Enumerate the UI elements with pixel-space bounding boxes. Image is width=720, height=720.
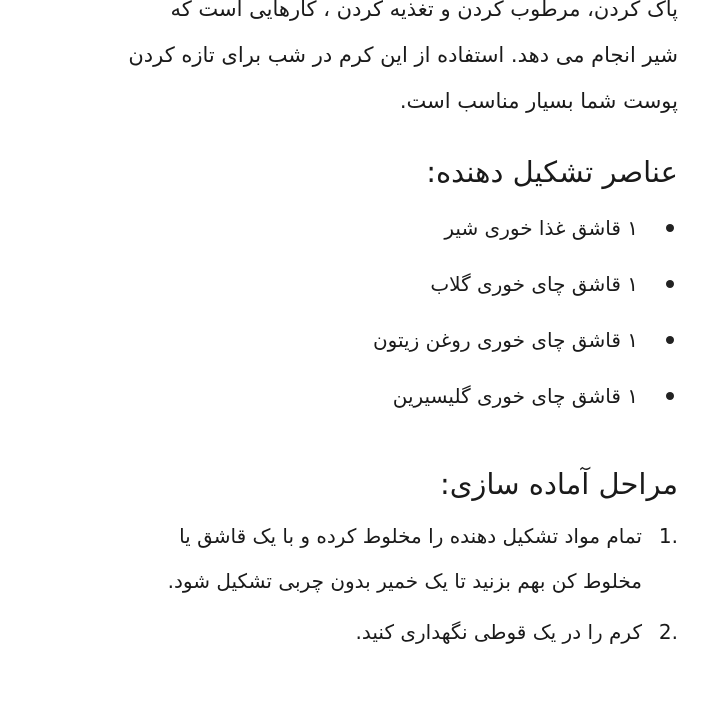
ingredients-heading: عناصر تشکیل دهنده: [426, 155, 678, 189]
bullet-icon [666, 280, 674, 288]
ingredient-item [44, 368, 678, 424]
steps-heading: مراحل آماده سازی: [439, 467, 678, 501]
step-item [44, 610, 678, 655]
step-text-line: تمام مواد تشکیل دهنده را مخلوط کرده و با یک قاشق یا [179, 524, 642, 548]
ingredient-text: ۱ قاشق چای خوری گلیسیرین [392, 384, 638, 408]
ingredient-text: ۱ قاشق چای خوری روغن زیتون [372, 328, 638, 352]
step-item [44, 514, 678, 604]
intro-line: پوست شما بسیار مناسب است. [399, 89, 678, 113]
ingredient-text: ۱ قاشق غذا خوری شیر [444, 216, 638, 240]
step-text-line: کرم را در یک قوطی نگهداری کنید. [355, 620, 642, 644]
step-number: 1. [658, 524, 678, 548]
intro-line: پاک کردن، مرطوب کردن و تغذیه کردن ، کارهایی است که [170, 0, 678, 21]
intro-line: شیر انجام می دهد. استفاده از این کرم در شب برای تازه کردن [128, 43, 678, 67]
intro-paragraph [44, 0, 678, 124]
steps-list [44, 514, 678, 655]
ingredient-item [44, 312, 678, 368]
ingredient-text: ۱ قاشق چای خوری گلاب [430, 272, 638, 296]
step-number: 2. [658, 620, 678, 644]
bullet-icon [666, 336, 674, 344]
bullet-icon [666, 392, 674, 400]
step-text-line: مخلوط کن بهم بزنید تا یک خمیر بدون چربی تشکیل شود. [167, 569, 642, 593]
bullet-icon [666, 224, 674, 232]
ingredients-list [44, 200, 678, 424]
ingredient-item [44, 200, 678, 256]
ingredient-item [44, 256, 678, 312]
